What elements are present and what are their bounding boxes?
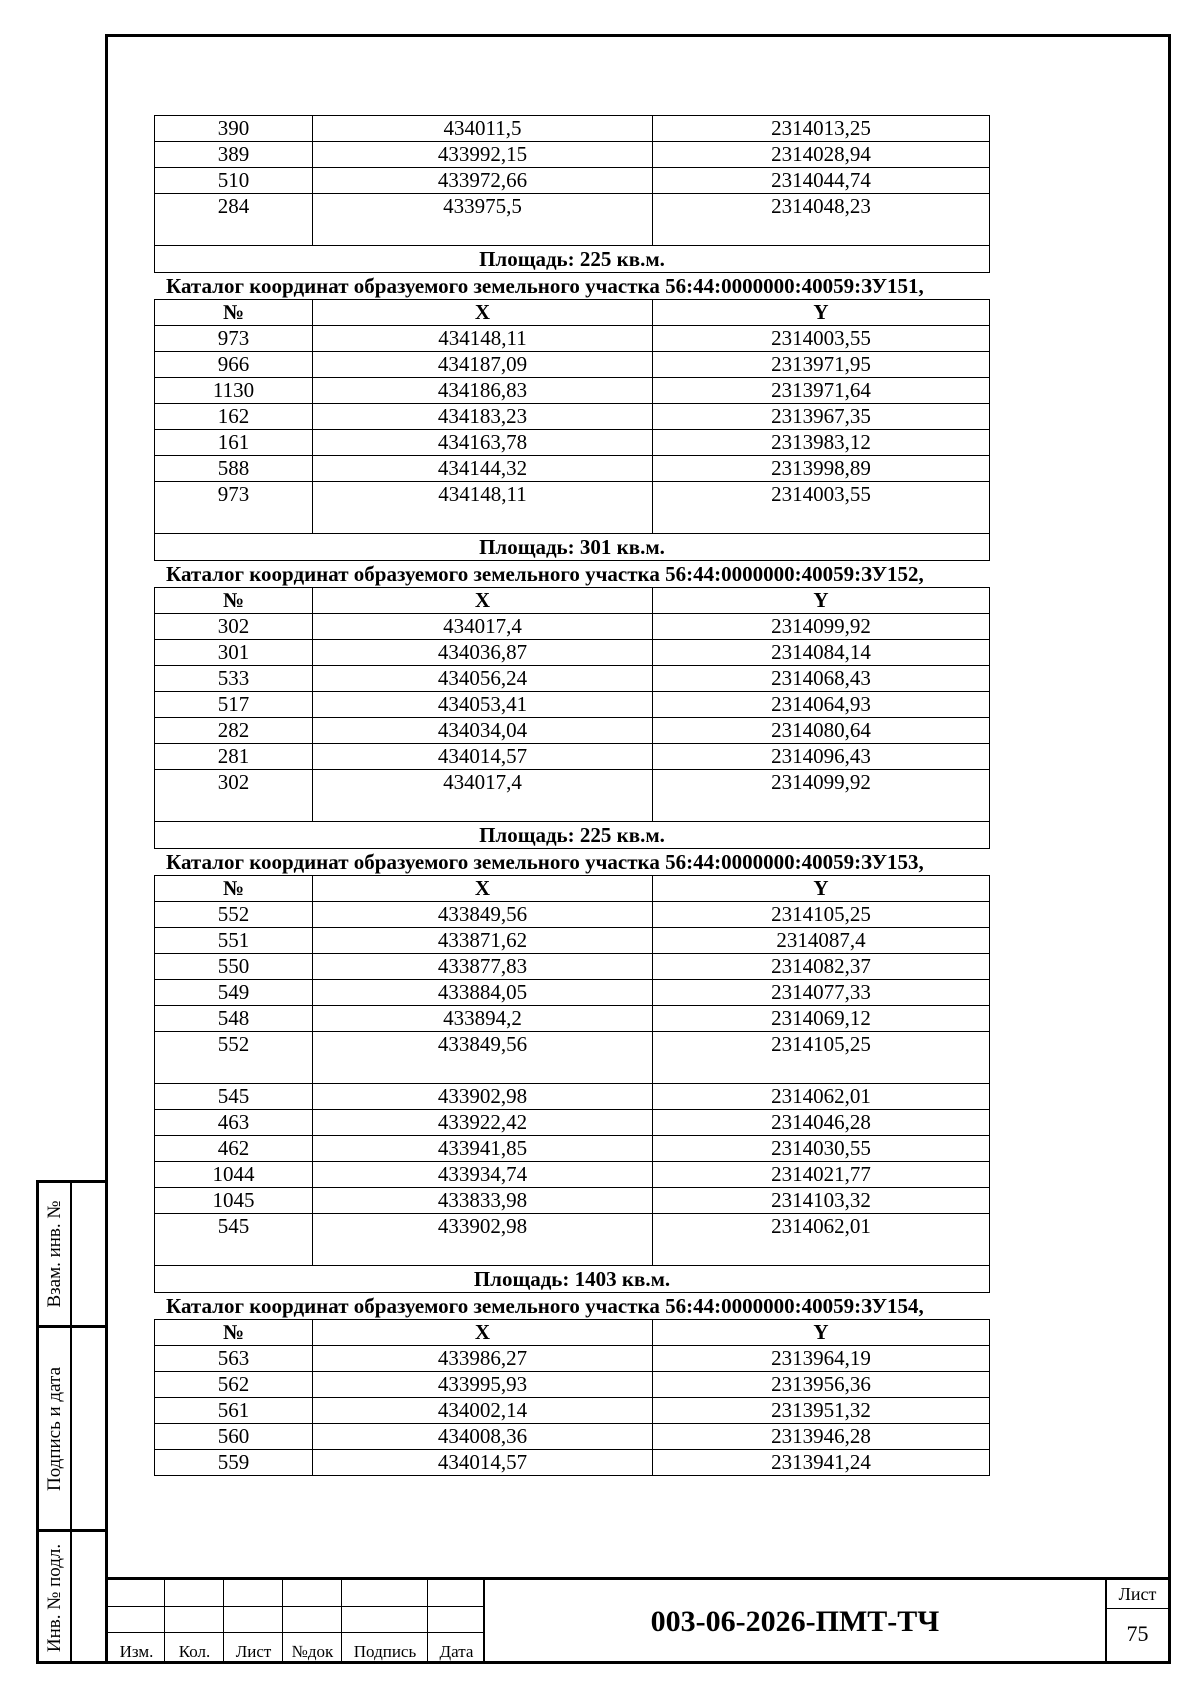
catalog-title: Каталог координат образуемого земельного участка 56:44:0000000:40059:ЗУ154,	[166, 1294, 924, 1318]
table-row: 562 433995,93 2313956,36	[155, 1372, 990, 1398]
table-row: 549 433884,05 2314077,33	[155, 980, 990, 1006]
table-row: 281 434014,57 2314096,43	[155, 744, 990, 770]
table-row: 1130 434186,83 2313971,64	[155, 378, 990, 404]
stamp-label-replacement: Взам. инв. №	[43, 1200, 65, 1308]
table-header-row	[155, 300, 990, 326]
column-header-y: Y	[653, 1320, 990, 1346]
area-total: Площадь: 225 кв.м.	[154, 822, 990, 849]
area-total: Площадь: 1403 кв.м.	[154, 1266, 990, 1293]
table-row: 548 433894,2 2314069,12	[155, 1006, 990, 1032]
table-header-row	[155, 876, 990, 902]
column-header-number: №	[155, 876, 313, 902]
table-header-row	[155, 1320, 990, 1346]
table-row: 560 434008,36 2313946,28	[155, 1424, 990, 1450]
coordinates-table	[154, 1319, 990, 1476]
stamp-cell-original	[39, 1532, 105, 1664]
area-total: Площадь: 225 кв.м.	[154, 246, 990, 273]
column-header-number: №	[155, 300, 313, 326]
catalog-title: Каталог координат образуемого земельного участка 56:44:0000000:40059:ЗУ153,	[166, 850, 924, 874]
table-row: 973 434148,11 2314003,55	[155, 326, 990, 352]
sheet-box	[1105, 1580, 1168, 1664]
table-row: 545 433902,98 2314062,01	[155, 1214, 990, 1266]
table-row: 545 433902,98 2314062,01	[155, 1084, 990, 1110]
sheet-number: 75	[1126, 1621, 1149, 1646]
table-row: 517 434053,41 2314064,93	[155, 692, 990, 718]
title-block	[108, 1577, 1168, 1664]
continuation-table	[154, 115, 990, 246]
catalog-title: Каталог координат образуемого земельного участка 56:44:0000000:40059:ЗУ151,	[166, 274, 924, 298]
column-header-x: X	[313, 300, 653, 326]
table-row: 588 434144,32 2313998,89	[155, 456, 990, 482]
table-row: 390 434011,5 2314013,25	[155, 116, 990, 142]
table-row: 389 433992,15 2314028,94	[155, 142, 990, 168]
table-row: 973 434148,11 2314003,55	[155, 482, 990, 534]
document-content	[154, 115, 990, 1476]
table-row: 966 434187,09 2313971,95	[155, 352, 990, 378]
stamp-cell-replacement	[39, 1183, 105, 1328]
table-row: 284 433975,5 2314048,23	[155, 194, 990, 246]
sheet-label: Лист	[1107, 1580, 1168, 1609]
stamp-label-signature: Подпись и дата	[43, 1366, 65, 1491]
table-row: 162 434183,23 2313967,35	[155, 404, 990, 430]
label-signature: Подпись	[353, 1642, 417, 1661]
table-row: 533 434056,24 2314068,43	[155, 666, 990, 692]
table-row: 561 434002,14 2313951,32	[155, 1398, 990, 1424]
coordinates-table	[154, 299, 990, 534]
area-total: Площадь: 301 кв.м.	[154, 534, 990, 561]
revision-grid	[108, 1580, 485, 1664]
table-row: 552 433849,56 2314105,25	[155, 1032, 990, 1084]
table-row: 282 434034,04 2314080,64	[155, 718, 990, 744]
catalog-title: Каталог координат образуемого земельного участка 56:44:0000000:40059:ЗУ152,	[166, 562, 924, 586]
column-header-number: №	[155, 588, 313, 614]
label-quantity: Кол.	[178, 1642, 211, 1661]
label-doc-number: №док	[291, 1642, 334, 1661]
table-row: 550 433877,83 2314082,37	[155, 954, 990, 980]
column-header-number: №	[155, 1320, 313, 1346]
label-date: Дата	[439, 1642, 474, 1661]
table-row: 1045 433833,98 2314103,32	[155, 1188, 990, 1214]
side-stamp	[36, 1180, 105, 1664]
label-change: Изм.	[119, 1642, 154, 1661]
table-row: 552 433849,56 2314105,25	[155, 902, 990, 928]
table-row: 462 433941,85 2314030,55	[155, 1136, 990, 1162]
table-row: 563 433986,27 2313964,19	[155, 1346, 990, 1372]
table-header-row	[155, 588, 990, 614]
table-row: 510 433972,66 2314044,74	[155, 168, 990, 194]
column-header-y: Y	[653, 300, 990, 326]
stamp-cell-signature	[39, 1328, 105, 1532]
table-row: 161 434163,78 2313983,12	[155, 430, 990, 456]
document-number: 003-06-2026-ПМТ-ТЧ	[650, 1605, 940, 1638]
table-row: 559 434014,57 2313941,24	[155, 1450, 990, 1476]
column-header-x: X	[313, 1320, 653, 1346]
column-header-x: X	[313, 876, 653, 902]
table-row: 301 434036,87 2314084,14	[155, 640, 990, 666]
column-header-x: X	[313, 588, 653, 614]
coordinates-table	[154, 875, 990, 1266]
column-header-y: Y	[653, 876, 990, 902]
coordinates-table	[154, 587, 990, 822]
column-header-y: Y	[653, 588, 990, 614]
table-row: 302 434017,4 2314099,92	[155, 770, 990, 822]
table-row: 302 434017,4 2314099,92	[155, 614, 990, 640]
stamp-label-original: Инв. № подл.	[43, 1543, 65, 1653]
table-row: 551 433871,62 2314087,4	[155, 928, 990, 954]
table-row: 1044 433934,74 2314021,77	[155, 1162, 990, 1188]
table-row: 463 433922,42 2314046,28	[155, 1110, 990, 1136]
label-sheet: Лист	[235, 1642, 272, 1661]
